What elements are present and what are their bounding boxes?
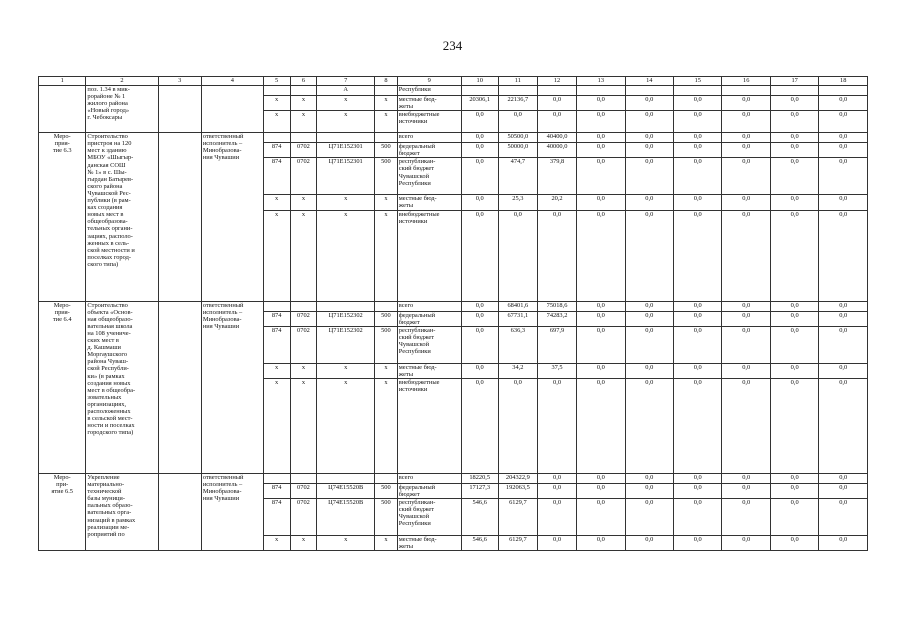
table-cell: 0,0: [770, 378, 818, 473]
table-cell: 0,0: [819, 210, 868, 301]
table-cell: 0,0: [722, 326, 770, 363]
column-number: 8: [375, 77, 398, 86]
table-cell: [263, 473, 290, 483]
column-number: 17: [770, 77, 818, 86]
funding-source: федеральный бюджет: [397, 143, 461, 158]
table-cell: [263, 301, 290, 311]
table-cell: х: [375, 195, 398, 210]
column-number: 9: [397, 77, 461, 86]
table-cell: 0,0: [577, 378, 625, 473]
table-cell: 0,0: [722, 195, 770, 210]
funding-source: всего: [397, 301, 461, 311]
table-cell: 0,0: [770, 301, 818, 311]
table-cell: 0,0: [461, 378, 498, 473]
table-cell: 0,0: [722, 483, 770, 498]
table-cell: 0,0: [770, 158, 818, 195]
table-body: [39, 77, 868, 551]
table-cell: 0,0: [625, 143, 673, 158]
table-cell: 0,0: [461, 210, 498, 301]
table-cell: [461, 86, 498, 96]
table-cell: 0,0: [770, 473, 818, 483]
table-cell: 0,0: [770, 499, 818, 536]
table-cell: Ц74Е15520В: [317, 499, 375, 536]
table-cell: 22136,7: [498, 96, 537, 111]
table-cell: 34,2: [498, 363, 537, 378]
table-cell: 0,0: [674, 326, 722, 363]
table-cell: 0,0: [577, 536, 625, 551]
table-cell: х: [263, 96, 290, 111]
table-cell: 0,0: [625, 499, 673, 536]
table-cell: 50000,0: [498, 143, 537, 158]
table-cell: 0,0: [819, 499, 868, 536]
table-cell: х: [375, 536, 398, 551]
table-cell: х: [317, 195, 375, 210]
table-cell: 0,0: [461, 363, 498, 378]
table-row: [39, 473, 868, 483]
table-cell: 0,0: [577, 143, 625, 158]
table-cell: 0,0: [819, 158, 868, 195]
table-cell: 0,0: [625, 111, 673, 133]
table-cell: 0,0: [770, 133, 818, 143]
table-cell: 0,0: [674, 143, 722, 158]
table-cell: Ц71Е152302: [317, 326, 375, 363]
table-cell: 0,0: [722, 96, 770, 111]
table-cell: 0,0: [537, 210, 576, 301]
table-cell: 0,0: [625, 158, 673, 195]
table-cell: 20,2: [537, 195, 576, 210]
table-cell: 0,0: [625, 195, 673, 210]
table-cell: [770, 86, 818, 96]
table-cell: х: [290, 363, 317, 378]
table-cell: 0702: [290, 483, 317, 498]
table-cell: [625, 86, 673, 96]
column-number: 13: [577, 77, 625, 86]
table-cell: 0,0: [722, 111, 770, 133]
table-cell: 74283,2: [537, 311, 576, 326]
table-cell: 0,0: [674, 96, 722, 111]
table-cell: 0,0: [625, 96, 673, 111]
table-cell: 0702: [290, 311, 317, 326]
table-cell: 0,0: [674, 378, 722, 473]
measure-number: Меро- прия- тие 6.3: [39, 133, 86, 301]
table-cell: 0,0: [577, 499, 625, 536]
table-cell: [674, 86, 722, 96]
measure-description: Укрепление материально- технической базы муници- пальных образо- вательных орга- низаций в рамках реализации ме- роприятий по: [86, 473, 158, 550]
column-number: 15: [674, 77, 722, 86]
table-cell: 0,0: [674, 363, 722, 378]
table-cell: [317, 133, 375, 143]
table-cell: х: [290, 96, 317, 111]
table-cell: 0,0: [770, 96, 818, 111]
funding-source: всего: [397, 473, 461, 483]
table-cell: 0,0: [819, 483, 868, 498]
budget-table: [38, 76, 868, 551]
table-cell: 0,0: [461, 158, 498, 195]
table-cell: 0,0: [674, 483, 722, 498]
table-cell: 0,0: [625, 363, 673, 378]
table-cell: 0,0: [819, 301, 868, 311]
table-cell: 0,0: [537, 111, 576, 133]
table-cell: 0,0: [674, 210, 722, 301]
measure-executor: ответственный исполнитель – Минобразова- ния Чувашии: [201, 301, 263, 473]
column-number: 6: [290, 77, 317, 86]
column-number: 10: [461, 77, 498, 86]
table-cell: [819, 86, 868, 96]
funding-source: республикан- ский бюджет Чувашской Республики: [397, 158, 461, 195]
table-cell: [375, 86, 398, 96]
table-cell: 0,0: [577, 363, 625, 378]
table-cell: х: [375, 378, 398, 473]
table-cell: 0,0: [722, 143, 770, 158]
table-cell: 0,0: [577, 111, 625, 133]
table-cell: 0,0: [722, 158, 770, 195]
funding-source: местные бюд- жеты: [397, 96, 461, 111]
table-cell: 0,0: [770, 195, 818, 210]
table-cell: [375, 301, 398, 311]
table-cell: 0,0: [537, 473, 576, 483]
table-cell: х: [317, 536, 375, 551]
column-number: 5: [263, 77, 290, 86]
table-cell: 18220,5: [461, 473, 498, 483]
table-cell: 0,0: [537, 499, 576, 536]
table-cell: Ц71Е152301: [317, 158, 375, 195]
table-cell: 0,0: [674, 195, 722, 210]
table-cell: х: [290, 111, 317, 133]
measure-description: Строительство объекта «Основ- ная общеобразо- вательная школа на 108 учениче- ских мест в д. Кашмаши Моргаушского района Чуваш- ской Республи- ки» (в рамках создания новых мест в общеобра- зовательных организациях, расположенных в сельской мест- ности и поселках городского типа): [86, 301, 158, 473]
table-cell: 697,9: [537, 326, 576, 363]
table-cell: 0,0: [819, 111, 868, 133]
measure-description: поз. 1.34 в мик- рорайоне № 1 жилого района «Новый город» г. Чебоксары: [86, 86, 158, 133]
table-cell: 0,0: [819, 133, 868, 143]
table-cell: 0,0: [577, 210, 625, 301]
table-cell: 40000,0: [537, 143, 576, 158]
table-cell: 0,0: [722, 473, 770, 483]
table-cell: 0,0: [819, 363, 868, 378]
table-cell: 0,0: [461, 311, 498, 326]
measure-executor: ответственный исполнитель – Минобразова- ния Чувашии: [201, 473, 263, 550]
table-cell: 0,0: [674, 158, 722, 195]
table-cell: 0,0: [770, 111, 818, 133]
table-cell: [375, 133, 398, 143]
table-cell: х: [375, 111, 398, 133]
table-cell: 0,0: [674, 111, 722, 133]
table-cell: 0,0: [722, 499, 770, 536]
measure-executor: ответственный исполнитель – Минобразова- ния Чувашии: [201, 133, 263, 301]
cell-col3: [158, 86, 201, 133]
table-row: [39, 301, 868, 311]
table-cell: 0,0: [819, 311, 868, 326]
table-cell: х: [317, 96, 375, 111]
table-cell: [290, 301, 317, 311]
table-cell: 874: [263, 311, 290, 326]
table-cell: х: [317, 210, 375, 301]
table-cell: 500: [375, 158, 398, 195]
table-cell: 0,0: [577, 311, 625, 326]
table-cell: 0,0: [577, 158, 625, 195]
table-cell: 0,0: [625, 301, 673, 311]
funding-source: республикан- ский бюджет Чувашской Республики: [397, 499, 461, 536]
table-row: [39, 86, 868, 96]
table-cell: х: [290, 536, 317, 551]
table-cell: 50500,0: [498, 133, 537, 143]
table-cell: 0,0: [625, 483, 673, 498]
measure-number: [39, 86, 86, 133]
cell-col3: [158, 133, 201, 301]
column-number: 7: [317, 77, 375, 86]
table-cell: 500: [375, 143, 398, 158]
table-cell: 0,0: [770, 311, 818, 326]
table-cell: 0,0: [577, 326, 625, 363]
table-row: [39, 133, 868, 143]
column-number: 3: [158, 77, 201, 86]
table-cell: х: [263, 210, 290, 301]
table-cell: [577, 86, 625, 96]
table-cell: 0,0: [461, 133, 498, 143]
table-cell: [290, 133, 317, 143]
funding-source: внебюджетные источники: [397, 210, 461, 301]
table-cell: 874: [263, 143, 290, 158]
table-cell: 0,0: [625, 210, 673, 301]
measure-description: Строительство пристроя на 120 мест к зданию МБОУ «Шыгыр- данская СОШ № 1» в с. Шы- гырдан Батырев- ского района Чувашской Рес- публики (в рам- ках создания новых мест в общеобразова- тельных органи- зациях, располо- женных в сель- ской местности и поселках город- ского типа): [86, 133, 158, 301]
funding-source: федеральный бюджет: [397, 483, 461, 498]
table-cell: х: [290, 378, 317, 473]
table-cell: х: [375, 363, 398, 378]
column-number: 12: [537, 77, 576, 86]
table-cell: 874: [263, 158, 290, 195]
table-cell: [498, 86, 537, 96]
table-cell: 68401,6: [498, 301, 537, 311]
table-cell: 0,0: [674, 473, 722, 483]
table-cell: 500: [375, 499, 398, 536]
table-cell: [263, 86, 290, 96]
cell-col3: [158, 301, 201, 473]
table-cell: 0702: [290, 499, 317, 536]
table-cell: 0,0: [537, 483, 576, 498]
table-cell: 0,0: [674, 311, 722, 326]
table-cell: 874: [263, 483, 290, 498]
table-cell: 0,0: [577, 133, 625, 143]
table-cell: 0,0: [674, 301, 722, 311]
table-cell: 0,0: [577, 96, 625, 111]
measure-executor: [201, 86, 263, 133]
table-cell: 0,0: [625, 326, 673, 363]
table-cell: 0,0: [722, 311, 770, 326]
table-cell: 0,0: [819, 326, 868, 363]
table-cell: 0,0: [537, 536, 576, 551]
table-cell: [290, 473, 317, 483]
table-cell: 204322,9: [498, 473, 537, 483]
table-cell: 0,0: [674, 536, 722, 551]
table-cell: 0,0: [498, 378, 537, 473]
table-cell: Ц71Е152301: [317, 143, 375, 158]
table-cell: 0,0: [722, 133, 770, 143]
table-cell: Ц71Е152302: [317, 311, 375, 326]
table-cell: 0,0: [722, 378, 770, 473]
table-cell: 0,0: [819, 378, 868, 473]
table-cell: 20306,1: [461, 96, 498, 111]
table-cell: 0,0: [770, 210, 818, 301]
funding-source: местные бюд- жеты: [397, 195, 461, 210]
table-cell: 0,0: [770, 326, 818, 363]
column-number: 4: [201, 77, 263, 86]
table-cell: 874: [263, 326, 290, 363]
table-cell: 0,0: [537, 378, 576, 473]
table-cell: 0,0: [625, 536, 673, 551]
table-cell: х: [290, 195, 317, 210]
table-cell: х: [317, 378, 375, 473]
table-cell: 6129,7: [498, 536, 537, 551]
table-cell: 67731,1: [498, 311, 537, 326]
table-cell: х: [263, 195, 290, 210]
column-number: 14: [625, 77, 673, 86]
table-cell: 25,3: [498, 195, 537, 210]
table-cell: 0,0: [674, 499, 722, 536]
table-cell: 6129,7: [498, 499, 537, 536]
table-cell: 0,0: [577, 301, 625, 311]
table-cell: 0,0: [461, 111, 498, 133]
column-number: 2: [86, 77, 158, 86]
table-cell: 0,0: [722, 210, 770, 301]
column-number: 1: [39, 77, 86, 86]
table-cell: 0,0: [625, 311, 673, 326]
table-cell: х: [375, 210, 398, 301]
table-cell: 0,0: [819, 195, 868, 210]
funding-source: республикан- ский бюджет Чувашской Республики: [397, 326, 461, 363]
table-cell: х: [263, 363, 290, 378]
table-cell: 0,0: [498, 111, 537, 133]
cell-col3: [158, 473, 201, 550]
funding-source: всего: [397, 133, 461, 143]
table-cell: [537, 86, 576, 96]
table-cell: 0,0: [722, 536, 770, 551]
page-number: 234: [442, 38, 463, 53]
table-cell: х: [263, 536, 290, 551]
table-cell: 0,0: [819, 143, 868, 158]
table-cell: [290, 86, 317, 96]
table-cell: 546,6: [461, 536, 498, 551]
table-cell: х: [263, 111, 290, 133]
table-cell: 0,0: [625, 473, 673, 483]
table-cell: 0,0: [770, 143, 818, 158]
column-number: 18: [819, 77, 868, 86]
table-cell: [722, 86, 770, 96]
table-cell: х: [317, 363, 375, 378]
table-cell: 37,5: [537, 363, 576, 378]
table-cell: 0,0: [770, 536, 818, 551]
table-cell: 75018,6: [537, 301, 576, 311]
funding-source: местные бюд- жеты: [397, 363, 461, 378]
table-cell: 0,0: [819, 96, 868, 111]
table-cell: 0,0: [625, 378, 673, 473]
funding-source: внебюджетные источники: [397, 378, 461, 473]
column-number: 11: [498, 77, 537, 86]
table-cell: 0,0: [625, 133, 673, 143]
table-cell: 0,0: [577, 473, 625, 483]
table-cell: 0,0: [461, 301, 498, 311]
table-cell: 192063,5: [498, 483, 537, 498]
table-cell: 0,0: [537, 96, 576, 111]
table-cell: 0,0: [577, 195, 625, 210]
table-cell: 0702: [290, 326, 317, 363]
table-cell: 500: [375, 311, 398, 326]
table-cell: 40400,0: [537, 133, 576, 143]
table-cell: 0,0: [722, 363, 770, 378]
table-cell: 500: [375, 326, 398, 363]
table-cell: 546,6: [461, 499, 498, 536]
measure-number: Меро- при- ятие 6.5: [39, 473, 86, 550]
column-number: 16: [722, 77, 770, 86]
table-cell: 0,0: [819, 473, 868, 483]
measure-number: Меро- прия- тие 6.4: [39, 301, 86, 473]
table-cell: 500: [375, 483, 398, 498]
table-cell: 0,0: [819, 536, 868, 551]
funding-source: федеральный бюджет: [397, 311, 461, 326]
table-cell: 0,0: [770, 363, 818, 378]
table-cell: [375, 473, 398, 483]
table-cell: 0,0: [498, 210, 537, 301]
table-cell: Ц74Е15520В: [317, 483, 375, 498]
table-cell: х: [317, 111, 375, 133]
table-cell: 0,0: [461, 195, 498, 210]
table-cell: А: [317, 86, 375, 96]
table-cell: х: [375, 96, 398, 111]
table-cell: 0,0: [674, 133, 722, 143]
table-cell: 0,0: [770, 483, 818, 498]
table-cell: х: [263, 378, 290, 473]
funding-source: Республики: [397, 86, 461, 96]
table-cell: 874: [263, 499, 290, 536]
table-cell: 0,0: [577, 483, 625, 498]
table-cell: 0,0: [722, 301, 770, 311]
table-cell: 0,0: [461, 143, 498, 158]
table-cell: [317, 473, 375, 483]
table-cell: 636,3: [498, 326, 537, 363]
table-cell: 379,8: [537, 158, 576, 195]
table-cell: 0,0: [461, 326, 498, 363]
column-number-row: [39, 77, 868, 86]
table-cell: х: [290, 210, 317, 301]
table-cell: [263, 133, 290, 143]
table-cell: 474,7: [498, 158, 537, 195]
table-cell: 0702: [290, 158, 317, 195]
funding-source: местные бюд- жеты: [397, 536, 461, 551]
funding-source: внебюджетные источники: [397, 111, 461, 133]
table-cell: 17127,3: [461, 483, 498, 498]
table-cell: 0702: [290, 143, 317, 158]
table-cell: [317, 301, 375, 311]
